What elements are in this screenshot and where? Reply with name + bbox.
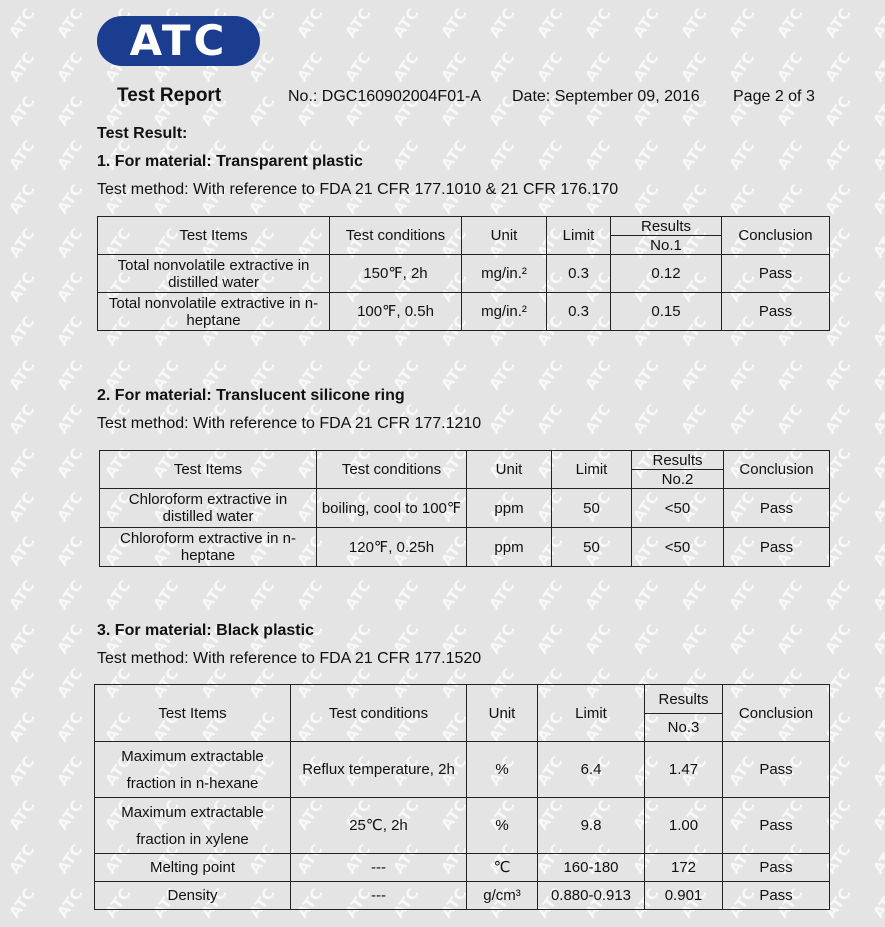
cell-conclusion: Pass — [722, 255, 830, 293]
test-result-label: Test Result: — [97, 125, 188, 142]
cell-test-item: Maximum extractable fraction in xylene — [95, 798, 291, 854]
cell-conclusion: Pass — [724, 528, 830, 567]
cell-condition: Reflux temperature, 2h — [291, 742, 467, 798]
table-header-row — [95, 685, 830, 714]
cell-unit: % — [467, 742, 538, 798]
cell-conclusion: Pass — [723, 798, 830, 854]
section-3-method: Test method: With reference to FDA 21 CFR 177.1520 — [97, 650, 482, 667]
section-1-heading: 1. For material: Transparent plastic — [97, 153, 363, 170]
section-3-heading: 3. For material: Black plastic — [97, 622, 314, 639]
header-test-items: Test Items — [100, 451, 317, 489]
table-header-row — [98, 217, 830, 236]
cell-limit: 50 — [552, 528, 632, 567]
cell-test-item: Total nonvolatile extractive in distilled water — [98, 255, 330, 293]
table-row — [98, 255, 830, 293]
cell-unit: % — [467, 798, 538, 854]
cell-condition: boiling, cool to 100℉ — [317, 489, 467, 528]
table-row — [95, 742, 830, 798]
header-result-no: No.2 — [632, 470, 724, 489]
header-test-items: Test Items — [95, 685, 291, 742]
cell-limit: 160-180 — [538, 854, 645, 882]
report-date: Date: September 09, 2016 — [512, 88, 700, 105]
cell-limit: 0.880-0.913 — [538, 882, 645, 910]
table-row — [95, 854, 830, 882]
cell-limit: 0.3 — [547, 255, 611, 293]
header-test-items: Test Items — [98, 217, 330, 255]
cell-test-item: Chloroform extractive in n-heptane — [100, 528, 317, 567]
header-result-no: No.3 — [645, 714, 723, 742]
header-conclusion: Conclusion — [724, 451, 830, 489]
cell-unit: ppm — [467, 528, 552, 567]
table-row — [100, 528, 830, 567]
cell-conclusion: Pass — [723, 742, 830, 798]
table-row — [98, 293, 830, 331]
cell-test-item: Melting point — [95, 854, 291, 882]
cell-conclusion: Pass — [724, 489, 830, 528]
cell-condition: 150℉, 2h — [330, 255, 462, 293]
cell-conclusion: Pass — [722, 293, 830, 331]
header-test-conditions: Test conditions — [291, 685, 467, 742]
header-limit: Limit — [552, 451, 632, 489]
cell-condition: 100℉, 0.5h — [330, 293, 462, 331]
cell-conclusion: Pass — [723, 854, 830, 882]
atc-logo — [97, 16, 260, 66]
cell-unit: g/cm³ — [467, 882, 538, 910]
results-table-3 — [94, 684, 830, 910]
header-unit: Unit — [462, 217, 547, 255]
header-conclusion: Conclusion — [722, 217, 830, 255]
page-number: Page 2 of 3 — [733, 88, 815, 105]
table-header-row — [100, 451, 830, 470]
cell-result: 1.00 — [645, 798, 723, 854]
cell-unit: ppm — [467, 489, 552, 528]
cell-result: <50 — [632, 489, 724, 528]
cell-test-item: Maximum extractable fraction in n-hexane — [95, 742, 291, 798]
table-row — [95, 882, 830, 910]
header-result-no: No.1 — [611, 236, 722, 255]
cell-result: <50 — [632, 528, 724, 567]
cell-result: 0.15 — [611, 293, 722, 331]
header-test-conditions: Test conditions — [317, 451, 467, 489]
logo-text: ATC — [129, 16, 228, 65]
cell-limit: 0.3 — [547, 293, 611, 331]
cell-result: 0.901 — [645, 882, 723, 910]
table-row — [95, 798, 830, 854]
cell-condition: --- — [291, 882, 467, 910]
section-2-method: Test method: With reference to FDA 21 CFR 177.1210 — [97, 415, 482, 432]
cell-condition: 120℉, 0.25h — [317, 528, 467, 567]
cell-condition: 25℃, 2h — [291, 798, 467, 854]
cell-result: 1.47 — [645, 742, 723, 798]
header-results: Results — [611, 217, 722, 236]
cell-test-item: Total nonvolatile extractive in n-heptane — [98, 293, 330, 331]
header-results: Results — [632, 451, 724, 470]
results-table-1 — [97, 216, 830, 331]
results-table-2 — [99, 450, 830, 567]
header-unit: Unit — [467, 451, 552, 489]
cell-result: 0.12 — [611, 255, 722, 293]
cell-limit: 9.8 — [538, 798, 645, 854]
header-unit: Unit — [467, 685, 538, 742]
cell-result: 172 — [645, 854, 723, 882]
table-row — [100, 489, 830, 528]
cell-limit: 6.4 — [538, 742, 645, 798]
cell-condition: --- — [291, 854, 467, 882]
section-1-method: Test method: With reference to FDA 21 CFR 177.1010 & 21 CFR 176.170 — [97, 181, 619, 198]
cell-test-item: Chloroform extractive in distilled water — [100, 489, 317, 528]
cell-unit: ℃ — [467, 854, 538, 882]
report-number: No.: DGC160902004F01-A — [288, 88, 481, 105]
cell-unit: mg/in.² — [462, 293, 547, 331]
report-title: Test Report — [117, 85, 222, 106]
header-results: Results — [645, 685, 723, 714]
cell-unit: mg/in.² — [462, 255, 547, 293]
cell-limit: 50 — [552, 489, 632, 528]
section-2-heading: 2. For material: Translucent silicone ring — [97, 387, 405, 404]
header-test-conditions: Test conditions — [330, 217, 462, 255]
header-limit: Limit — [547, 217, 611, 255]
cell-test-item: Density — [95, 882, 291, 910]
cell-conclusion: Pass — [723, 882, 830, 910]
header-conclusion: Conclusion — [723, 685, 830, 742]
header-limit: Limit — [538, 685, 645, 742]
